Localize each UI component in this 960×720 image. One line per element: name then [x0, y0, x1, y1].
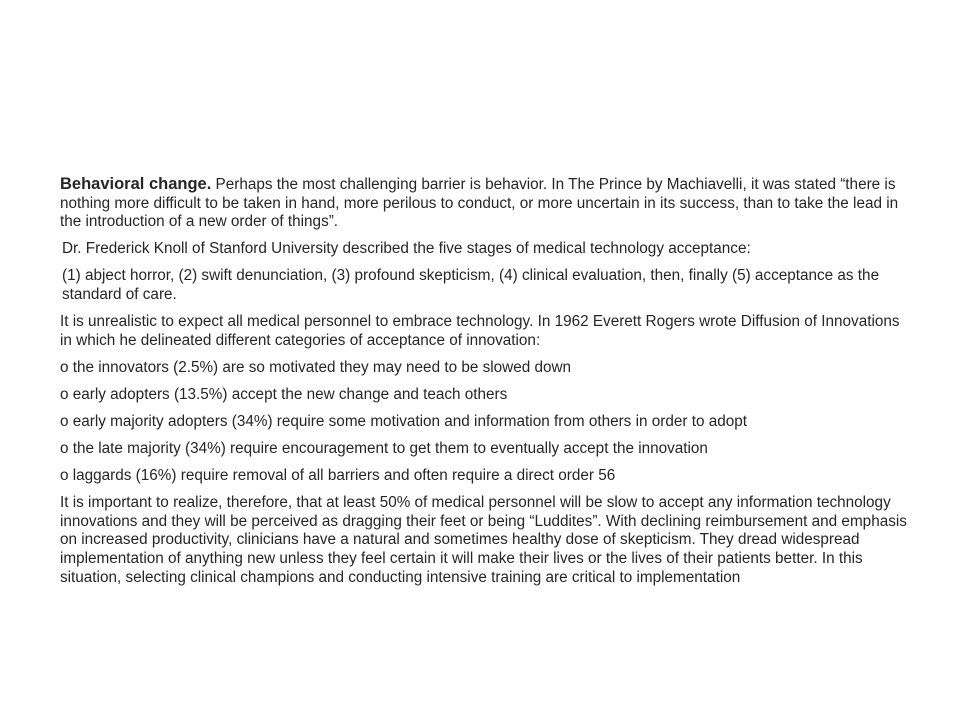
category-late-majority: o the late majority (34%) require encouragement to get them to eventually accept the innovation [60, 440, 708, 458]
category-laggards: o laggards (16%) require removal of all barriers and often require a direct order 56 [60, 467, 616, 485]
paragraph-conclusion: It is important to realize, therefore, that at least 50% of medical personnel will be slow to accept any information technology innovations and they will be perceived as dragging their feet or being “Luddites”. With declining reimbursement and emphasis on increased productivity, clinicians have a natural and sometimes healthy dose of skepticism. They dread widespread implementation of anything new unless they feel certain it will make their lives or the lives of their patients better. In this situation, selecting clinical champions and conducting intensive training are critical to implementation [60, 494, 907, 586]
paragraph-stages: (1) abject horror, (2) swift denunciation, (3) profound skepticism, (4) clinical evaluation, then, finally (5) acceptance as the standard of care. [62, 267, 880, 303]
paragraph-rogers: It is unrealistic to expect all medical personnel to embrace technology. In 1962 Everett Rogers wrote Diffusion of Innovations in which he delineated different categories of acceptance of innovation: [60, 313, 900, 349]
category-early-majority: o early majority adopters (34%) require some motivation and information from others in order to adopt [60, 412, 747, 430]
lead-text: Perhaps the most challenging barrier is behavior. In The Prince by Machiavelli, it was stated “there is nothing more difficult to be taken in hand, more perilous to conduct, or more uncertain in its success, than to take the lead in the introduction of a new order of things”. [60, 176, 899, 231]
lead-heading: Behavioral change. [60, 175, 212, 193]
category-early-adopters: o early adopters (13.5%) accept the new change and teach others [60, 385, 508, 403]
paragraph-knoll: Dr. Frederick Knoll of Stanford University described the five stages of medical technology acceptance: [62, 240, 751, 258]
slide-body [60, 175, 910, 596]
paragraph-behavioral-change [60, 175, 910, 232]
category-innovators: o the innovators (2.5%) are so motivated they may need to be slowed down [60, 358, 572, 376]
